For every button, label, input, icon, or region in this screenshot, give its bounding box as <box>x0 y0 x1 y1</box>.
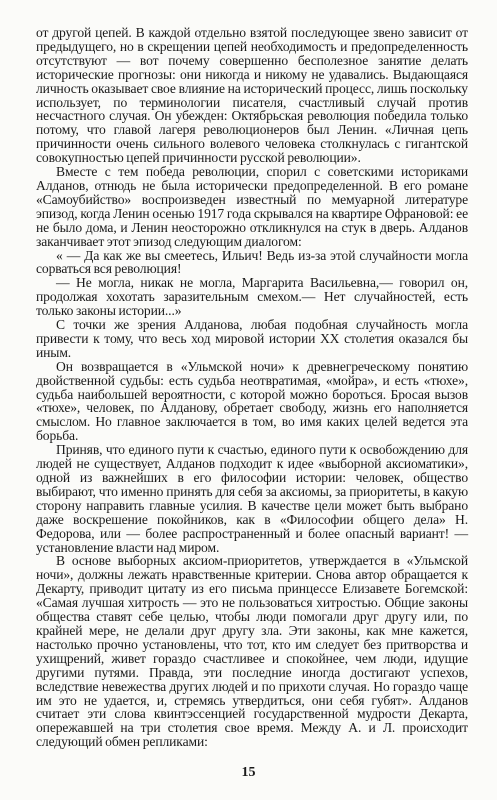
paragraph: Он возвращается в «Ульмской ночи» к древнегреческому понятию двойственной судьбы: есть судьба неотвратимая, «мойра», и есть «тюхе», судьба наибольшей вероятности, с которой можно бороться. Бросая вызов «тюхе», человек, по Алданову, обретает свободу, жизнь его наполняется смыслом. Но главное заключается в том, во имя каких целей ведется эта борьба. <box>36 358 468 444</box>
paragraph: « — Да как же вы смеетесь, Ильич! Ведь из-за этой случайности могла сорваться вся революция! <box>36 247 468 277</box>
paragraph: Вместе с тем победа революции, спорил с советскими историками Алданов, отнюдь не была исторически предопределенной. В его романе «Самоубийство» воспроизведен известный по мемуарной литературе эпизод, когда Ленин осенью 1917 года скрывался на квартире Офрановой: ее не было дома, и Ленин неосторожно откликнулся на стук в дверь. Алданов заканчивает этот эпизод следующим диалогом: <box>36 164 468 249</box>
paragraph: от другой цепей. В каждой отдельно взятой последующее звено зависит от предыдущего, но в скрещении цепей необходимость и предопределенность отсутствуют — вот почему совершенно бесполезное занятие делать исторические прогнозы: они никогда и никому не удавались. Выдающаяся личность оказывает свое влияние на исторический процесс, лишь поскольку использует, по терминологии писателя, счастливый случай против несчастного случая. Он убежден: Октябрьская революция победила только потому, что главой лагеря революционеров был Ленин. «Личная цепь причинности очень сильного волевого человека столкнулась с гигантской совокупностью цепей причинности русской революции». <box>36 25 468 166</box>
paragraph: С точки же зрения Алданова, любая подобная случайность могла привести к тому, что весь ход мировой истории XX столетия оказался бы иным. <box>36 317 468 360</box>
page-number: 15 <box>241 765 256 780</box>
paragraph: — Не могла, никак не могла, Маргарита Васильевна,— говорил он, продолжая хохотать заразительным смехом.— Нет случайностей, есть только законы истории...» <box>36 275 468 319</box>
book-page <box>36 26 468 749</box>
paragraph: В основе выборных аксиом-приоритетов, утверждается в «Ульмской ночи», должны лежать нравственные критерии. Снова автор обращается к Декарту, приводит цитату из его письма принцессе Елизавете Богемской: «Самая лучшая хитрость — это не пользоваться хитростью. Общие законы общества ставят себе целью, чтобы люди помогали друг другу или, по крайней мере, не делали друг другу зла. Эти законы, как мне кажется, настолько прочно установлены, что тот, кто им следует без притворства и ухищрений, живет гораздо счастливее и спокойнее, чем люди, идущие другими путями. Правда, эти последние иногда достигают успехов, вследствие невежества других людей и по прихоти случая. Но гораздо чаще им это не удается, и, стремясь утвердиться, они себя губят». Алданов считает эти слова квинтэссенцией государственной мудрости Декарта, опережавшей на три столетия свое время. Между А. и Л. происходит следующий обмен репликами: <box>36 553 468 750</box>
paragraph: Приняв, что единого пути к счастью, единого пути к освобождению для людей не существует, Алданов подходит к идее «выборной аксиоматики», одной из важнейших в его философии истории: человек, общество выбирают, что именно принять для себя за аксиомы, за приоритеты, в какую сторону направить главные усилия. В качестве цели может быть выбрано даже воскрешение покойников, как в «Философии общего дела» Н. Федорова, или — более распространенный и более опасный вариант! — установление власти над миром. <box>36 442 468 555</box>
